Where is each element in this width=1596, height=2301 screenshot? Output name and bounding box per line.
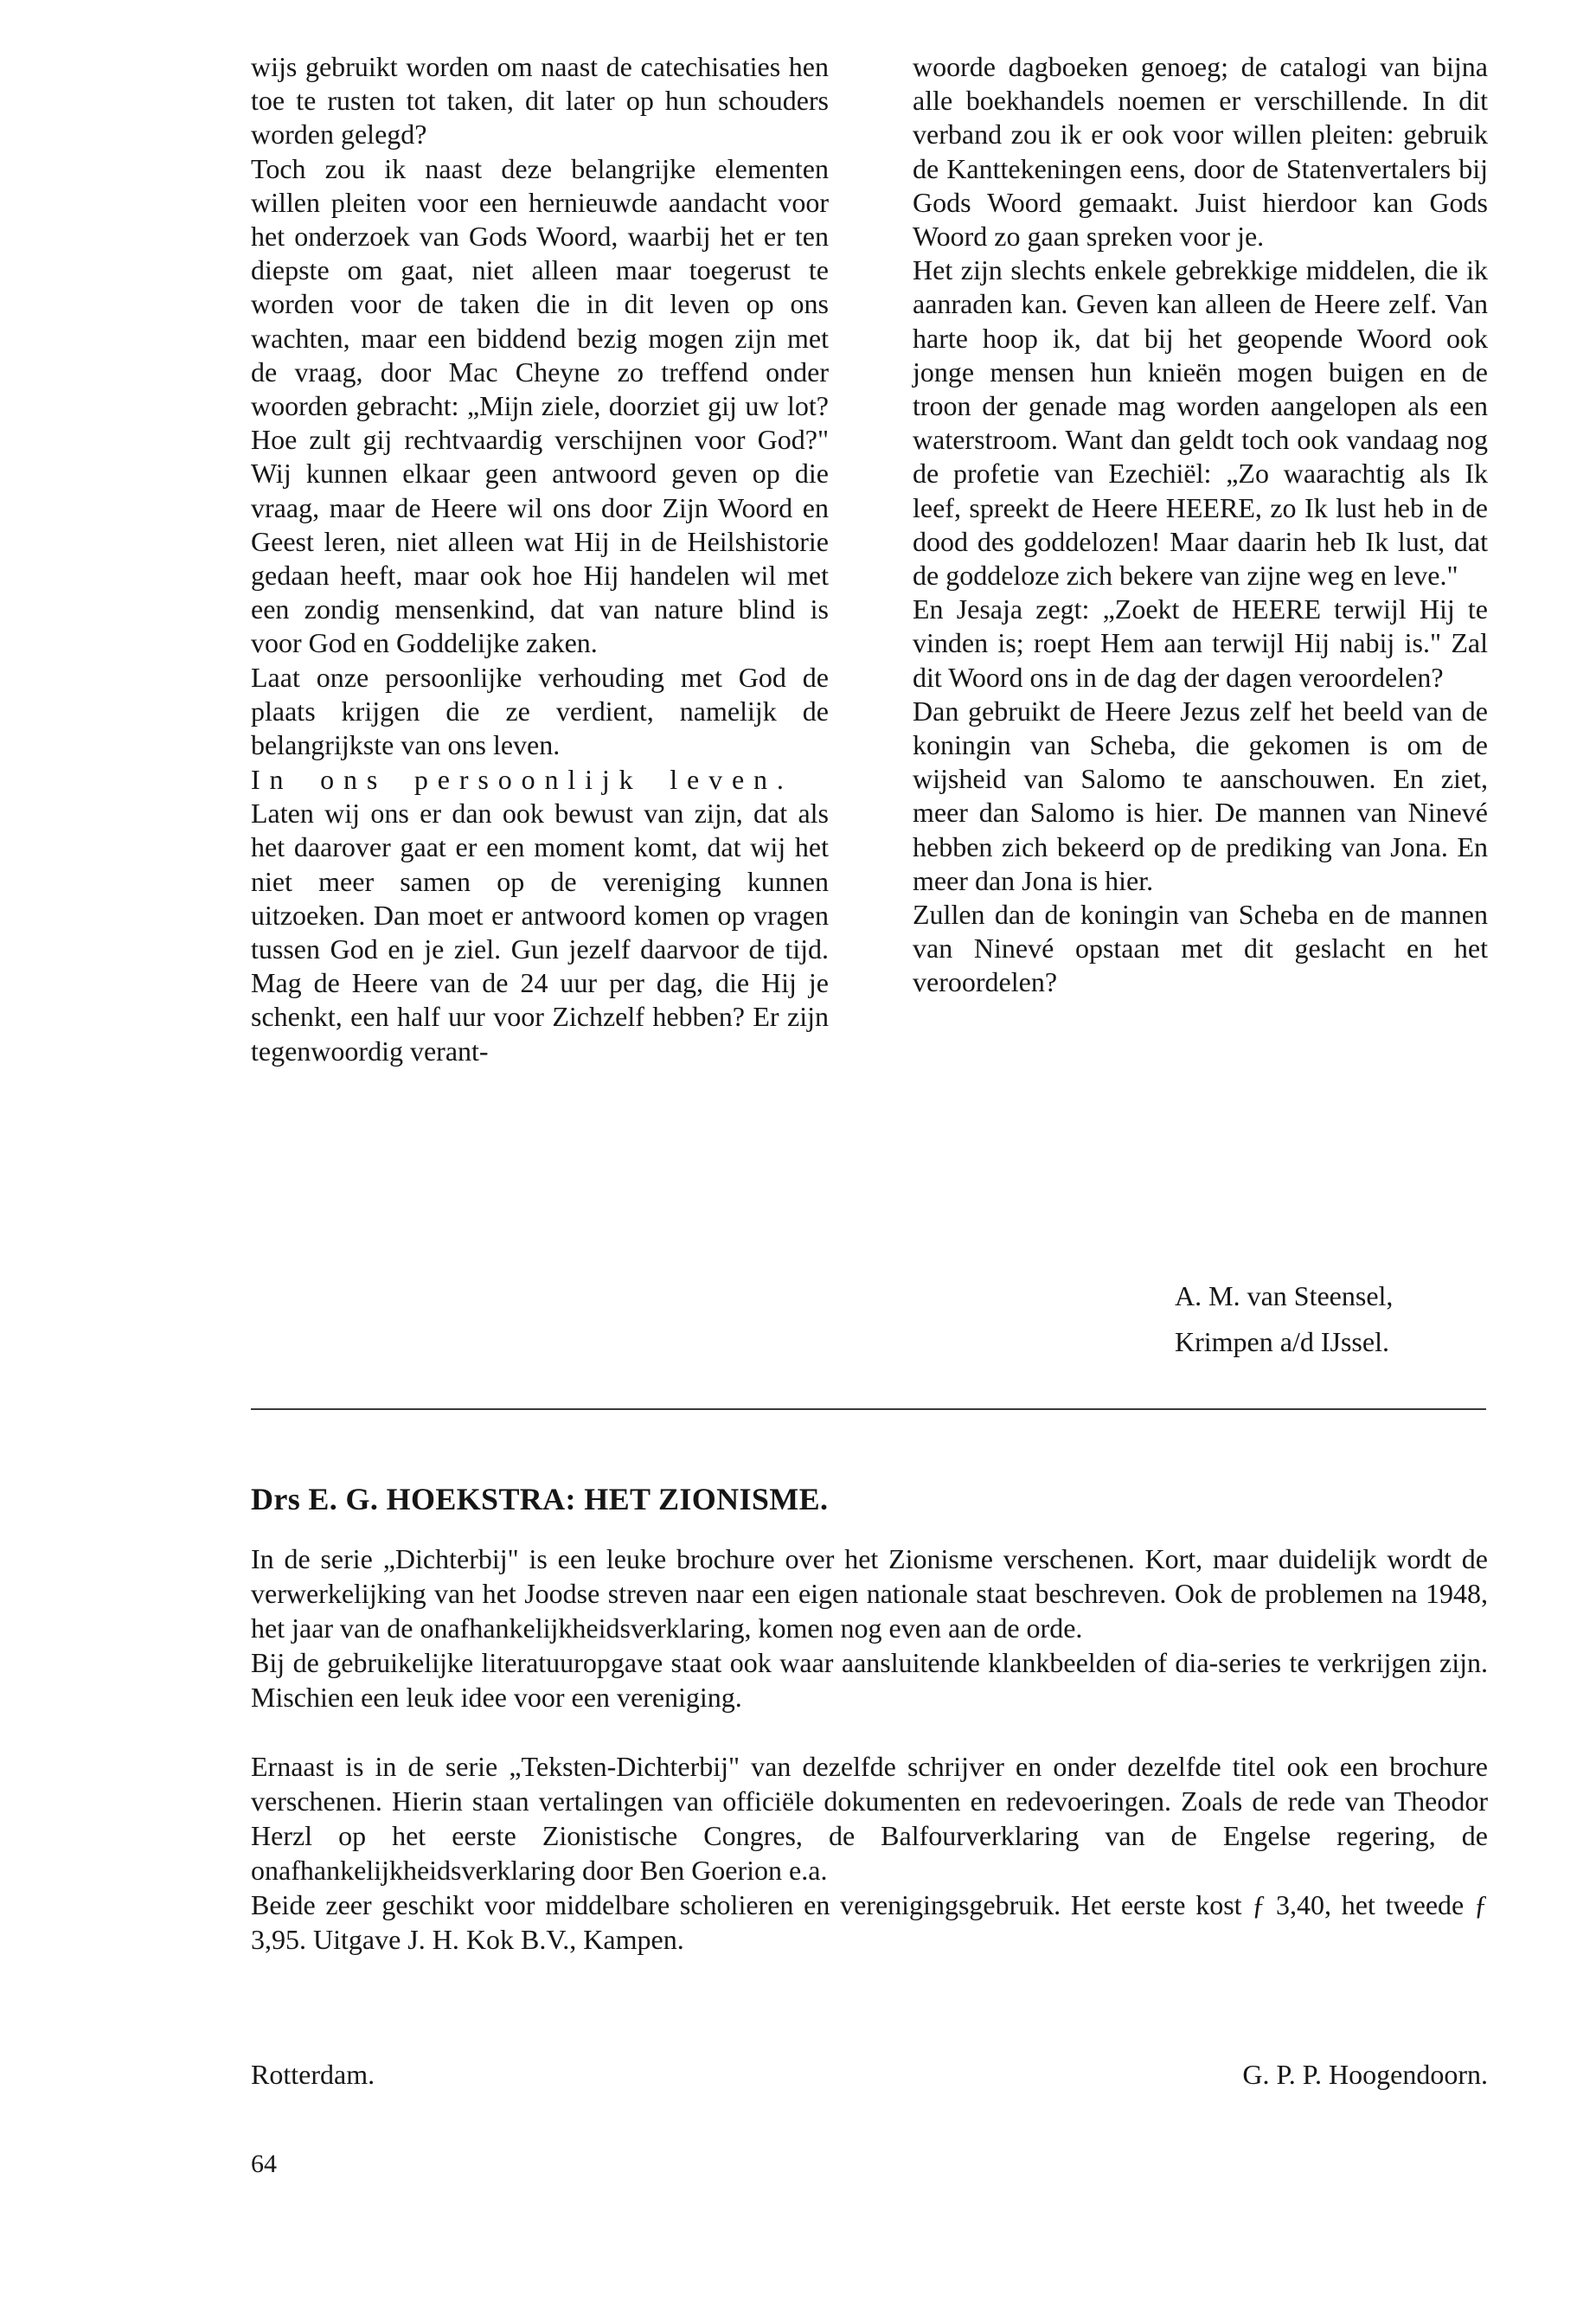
right-paragraph-3: En Jesaja zegt: „Zoekt de HEERE terwijl Hij te vinden is; roept Hem aan terwijl Hij nabij is." Zal dit Woord ons in de dag der dagen veroordelen? <box>913 593 1488 693</box>
book-review <box>251 1479 1488 1957</box>
right-column <box>913 50 1488 1000</box>
review-paragraph-2: Bij de gebruikelijke literatuuropgave staat ook waar aansluitende klankbeelden of dia-series te verkrijgen zijn. Mischien een leuk idee voor een vereniging. <box>251 1647 1488 1713</box>
right-paragraph-5: Zullen dan de koningin van Scheba en de mannen van Ninevé opstaan met dit geslacht en het veroordelen? <box>913 899 1488 998</box>
left-paragraph-4: Laten wij ons er dan ook bewust van zijn, dat als het daarover gaat er een moment komt, dat wij het niet meer samen op de vereniging kunnen uitzoeken. Dan moet er antwoord komen op vragen tussen God en je ziel. Gun jezelf daarvoor de tijd. Mag de Heere van de 24 uur per dag, die Hij je schenkt, een half uur voor Zichzelf hebben? Er zijn tegenwoordig verant- <box>251 798 829 1067</box>
left-paragraph-2: Toch zou ik naast deze belangrijke elementen willen pleiten voor een hernieuwde aandacht voor het onderzoek van Gods Woord, waarbij het er ten diepste om gaat, niet alleen maar toegerust te worden voor de taken die in dit leven op ons wachten, maar een biddend bezig mogen zijn met de vraag, door Mac Cheyne zo treffend onder woorden gebracht: „Mijn ziele, doorziet gij uw lot? Hoe zult gij rechtvaardig verschijnen voor God?" Wij kunnen elkaar geen antwoord geven op die vraag, maar de Heere wil ons door Zijn Woord en Geest leren, niet alleen wat Hij in de Heilshistorie gedaan heeft, maar ook hoe Hij handelen wil met een zondig mensenkind, dat van nature blind is voor God en Goddelijke zaken. <box>251 152 829 659</box>
review-place: Rotterdam. <box>251 2059 375 2090</box>
article-signature <box>1175 1273 1521 1365</box>
review-paragraph-1: In de serie „Dichterbij" is een leuke brochure over het Zionisme verschenen. Kort, maar duidelijk wordt de verwerkelijking van het Joodse streven naar een eigen nationale staat beschreven. Ook de problemen na 1948, het jaar van de onafhankelijkheidsverklaring, komen nog even aan de orde. <box>251 1543 1488 1644</box>
review-paragraph-4: Beide zeer geschikt voor middelbare scholieren en verenigingsgebruik. Het eerste kost ƒ 3,40, het tweede ƒ 3,95. Uitgave J. H. Kok B.V., Kampen. <box>251 1889 1488 1955</box>
signature-name: A. M. van Steensel, <box>1175 1280 1394 1311</box>
page-number: 64 <box>251 2150 277 2178</box>
review-author: G. P. P. Hoogendoorn. <box>1242 2059 1488 2090</box>
left-column <box>251 50 829 1068</box>
right-paragraph-4: Dan gebruikt de Heere Jezus zelf het beeld van de koningin van Scheba, die gekomen is om de wijsheid van Salomo te aanschouwen. En ziet, meer dan Salomo is hier. De mannen van Ninevé hebben zich bekeerd op de prediking van Jona. En meer dan Jona is hier. <box>913 695 1488 896</box>
section-divider <box>251 1408 1486 1410</box>
section-heading: In ons persoonlijk leven. <box>251 764 793 796</box>
signature-place: Krimpen a/d IJssel. <box>1175 1326 1389 1357</box>
left-paragraph-3: Laat onze persoonlijke verhouding met God de plaats krijgen die ze verdient, namelijk de belangrijkste van ons leven. <box>251 661 829 761</box>
right-paragraph-2: Het zijn slechts enkele gebrekkige middelen, die ik aanraden kan. Geven kan alleen de Heere zelf. Van harte hoop ik, dat bij het geopende Woord ook jonge mensen hun knieën mogen buigen en de troon der genade mag worden aangelopen als een waterstroom. Want dan geldt toch ook vandaag nog de profetie van Ezechiël: „Zo waarachtig als Ik leef, spreekt de Heere HEERE, zo Ik lust heb in de dood des goddelozen! Maar daarin heb Ik lust, dat de goddeloze zich bekere van zijne weg en leve." <box>913 254 1488 592</box>
left-paragraph-1: wijs gebruikt worden om naast de catechisaties hen toe te rusten tot taken, dit later op hun schouders worden gelegd? <box>251 51 829 151</box>
review-paragraph-3: Ernaast is in de serie „Teksten-Dichterbij" van dezelfde schrijver en onder dezelfde titel ook een brochure verschenen. Hierin staan vertalingen van officiële dokumenten en redevoeringen. Zoals de rede van Theodor Herzl op het eerste Zionistische Congres, de Balfourverklaring van de Engelse regering, de onafhankelijkheidsverklaring door Ben Goerion e.a. <box>251 1751 1488 1886</box>
review-title: Drs E. G. HOEKSTRA: HET ZIONISME. <box>251 1482 829 1516</box>
review-footer <box>251 2057 1488 2092</box>
right-paragraph-1: woorde dagboeken genoeg; de catalogi van bijna alle boekhandels noemen er verschillende. In dit verband zou ik er ook voor willen pleiten: gebruik de Kanttekeningen eens, door de Statenvertalers bij Gods Woord gemaakt. Juist hierdoor kan Gods Woord zo gaan spreken voor je. <box>913 51 1488 253</box>
